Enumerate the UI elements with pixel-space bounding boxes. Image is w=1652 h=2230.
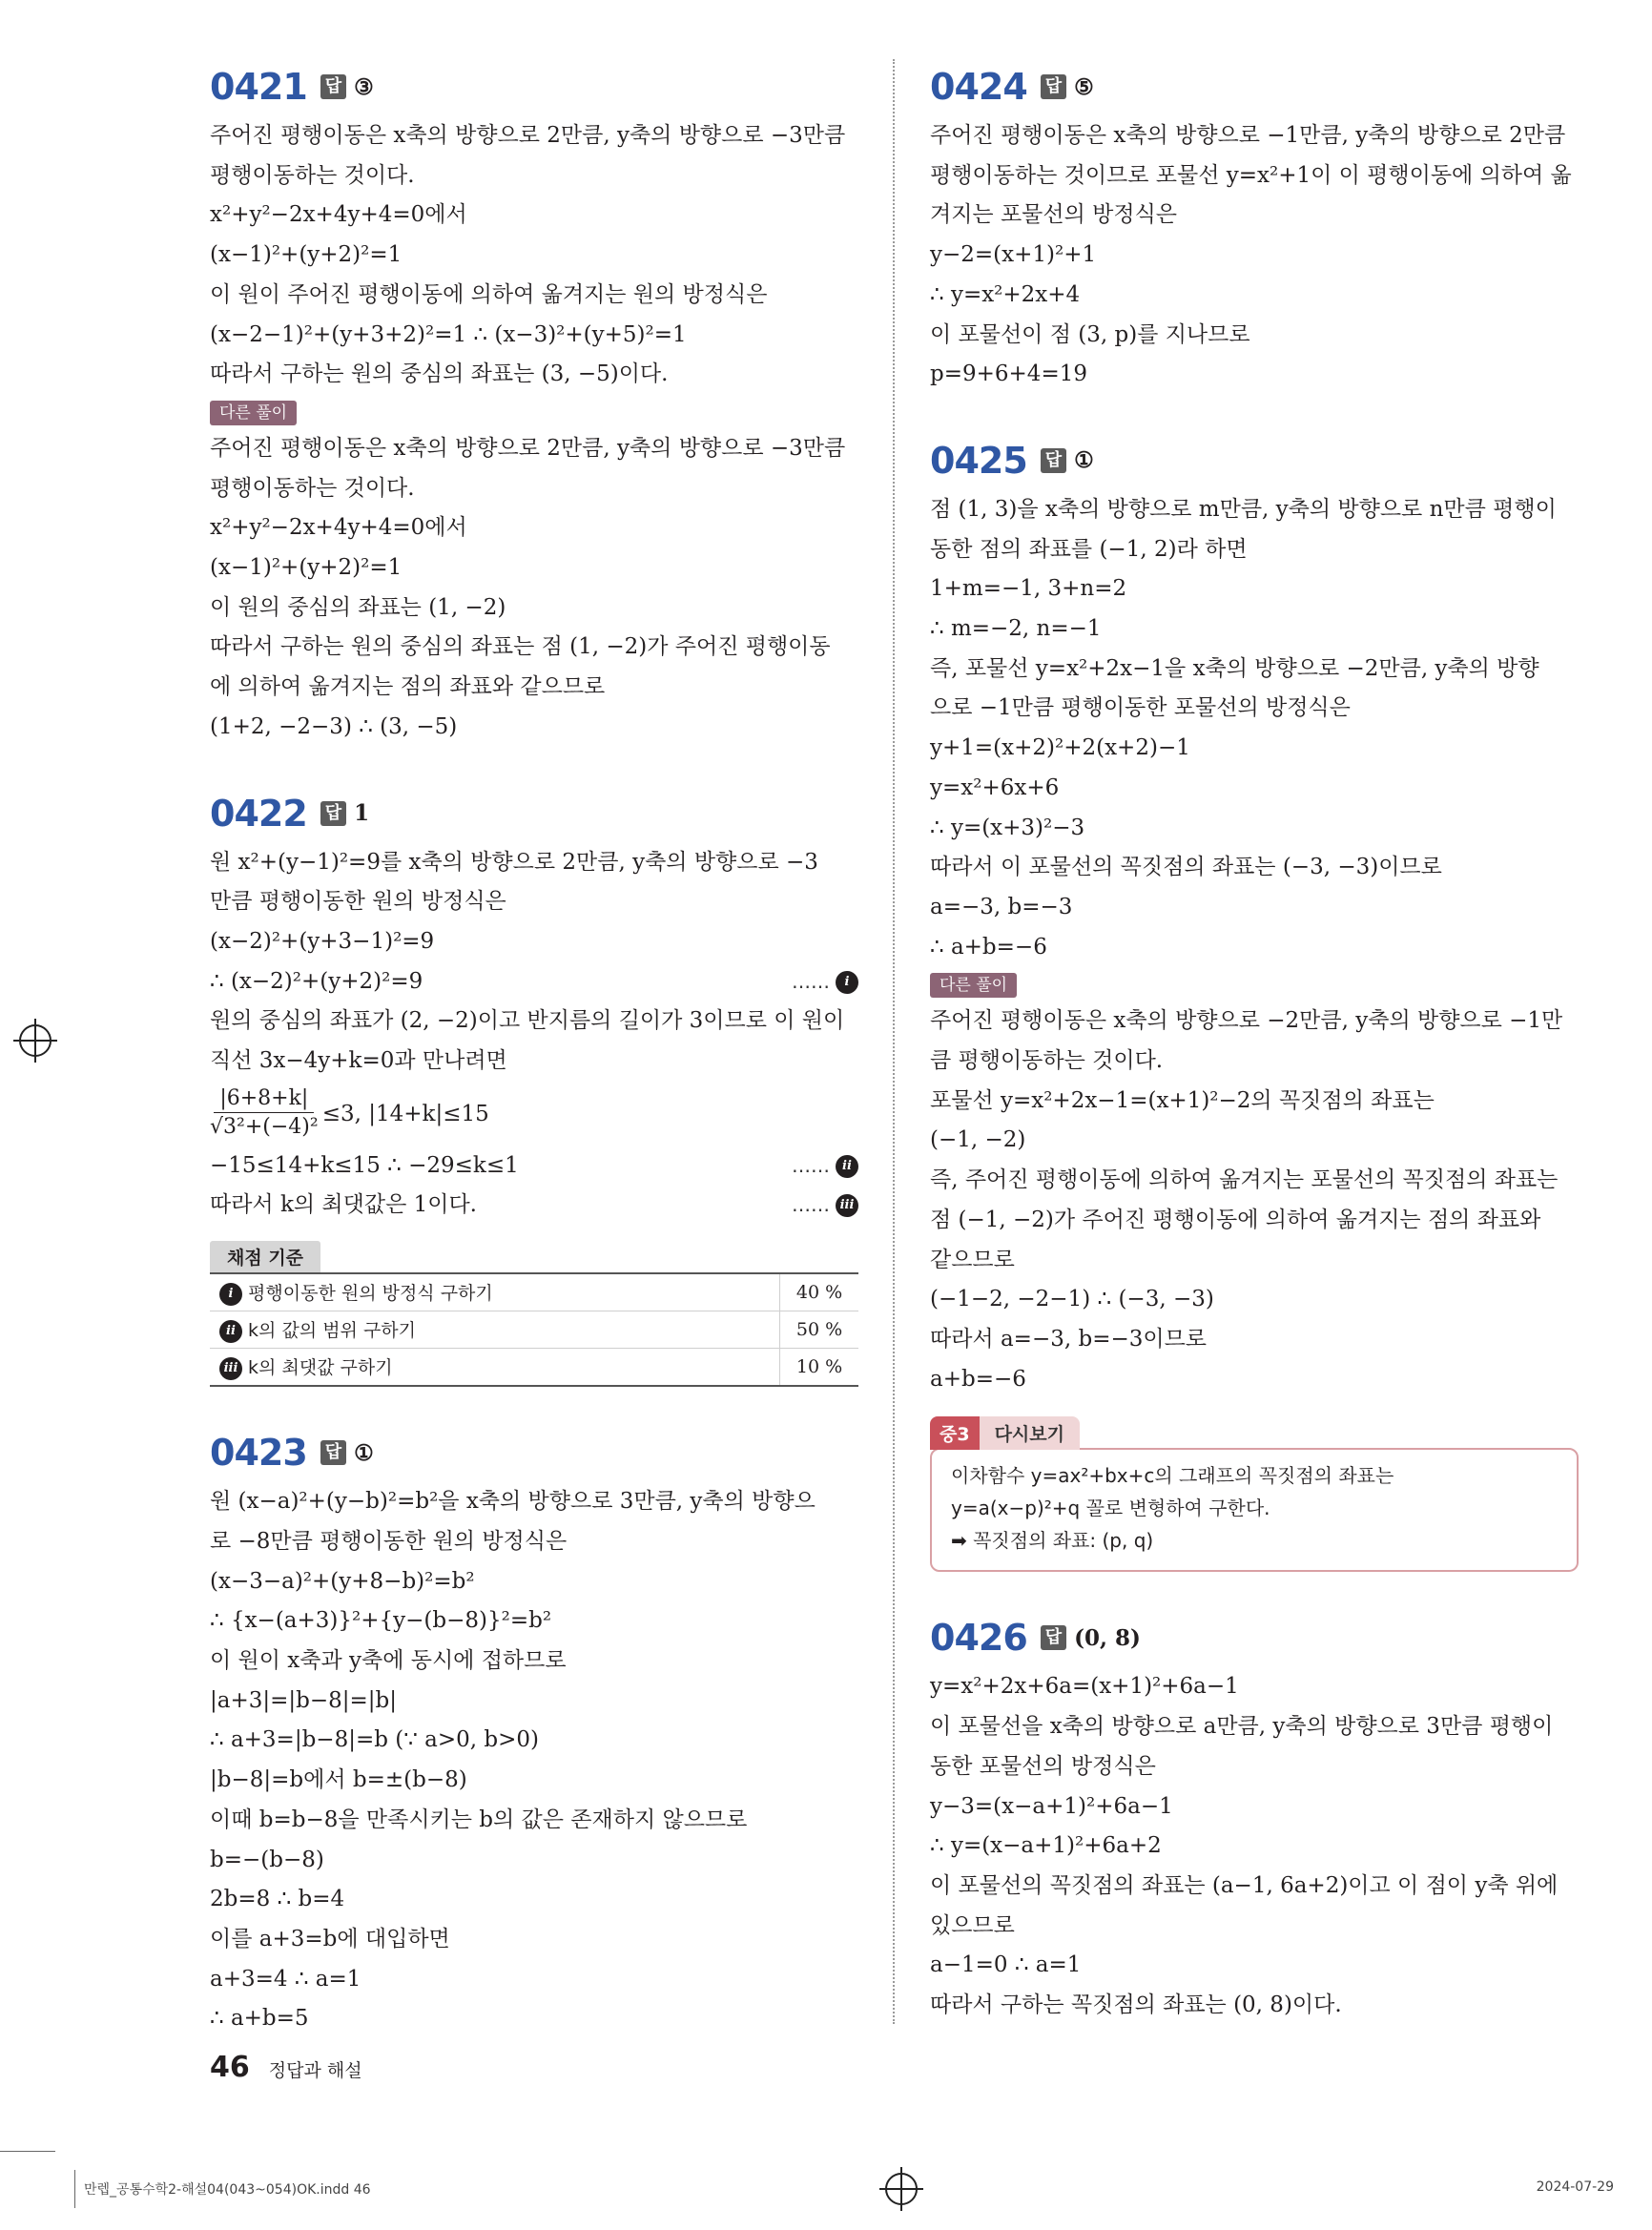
step-mark-i: i	[836, 971, 858, 994]
solution-line: 직선 3x−4y+k=0과 만나려면	[210, 1048, 507, 1074]
answer-badge: 답	[1041, 1625, 1066, 1650]
alt-solution-line: 에 의하여 옮겨지는 점의 좌표와 같으므로	[210, 674, 606, 700]
review-note-tab	[930, 1416, 1080, 1450]
answer-value: ⑤	[1074, 73, 1094, 100]
solution-line: y−2=(x+1)²+1	[930, 242, 1097, 268]
solution-line: ∴ m=−2, n=−1	[930, 616, 1102, 642]
solution-line: 따라서 구하는 원의 중심의 좌표는 (3, −5)이다.	[210, 361, 669, 387]
alt-solution-line: 포물선 y=x²+2x−1=(x+1)²−2의 꼭짓점의 좌표는	[930, 1087, 1435, 1113]
alt-solution-line: 주어진 평행이동은 x축의 방향으로 −2만큼, y축의 방향으로 −1만	[930, 1008, 1563, 1034]
alt-solution-line: (−1−2, −2−1) ∴ (−3, −3)	[930, 1287, 1214, 1312]
solution-line: x²+y²−2x+4y+4=0에서	[210, 202, 467, 228]
problem-0422	[210, 786, 858, 1388]
registration-mark-icon	[19, 1024, 52, 1057]
solution-line: ∴ y=x²+2x+4	[930, 281, 1081, 307]
problem-header	[210, 1425, 858, 1480]
solution-line-marked	[210, 962, 858, 1002]
solution-line: 겨지는 포물선의 방정식은	[930, 202, 1178, 228]
table-row	[210, 1273, 858, 1311]
solution-line: 있으므로	[930, 1912, 1015, 1938]
problem-0424	[930, 59, 1579, 395]
problem-header	[210, 786, 858, 841]
solution-line: ∴ a+b=5	[210, 2006, 309, 2032]
problem-0426	[930, 1610, 1579, 2025]
criteria-cell	[210, 1349, 780, 1387]
answer-badge: 답	[320, 1440, 346, 1465]
criteria-percent: 40 %	[780, 1273, 859, 1311]
step-marker	[792, 962, 858, 1002]
solution-line: b=−(b−8)	[210, 1847, 324, 1872]
solution-line: 점 (1, 3)을 x축의 방향으로 m만큼, y축의 방향으로 n만큼 평행이	[930, 496, 1557, 522]
solution-line: (x−2−1)²+(y+3+2)²=1 ∴ (x−3)²+(y+5)²=1	[210, 321, 687, 347]
alt-solution-label: 다른 풀이	[930, 973, 1017, 998]
answer-badge: 답	[1041, 74, 1066, 99]
solution-line: a+3=4 ∴ a=1	[210, 1966, 361, 1992]
problem-header	[930, 433, 1579, 488]
problem-0423	[210, 1425, 858, 2039]
criteria-text: k의 값의 범위 구하기	[248, 1320, 417, 1342]
alt-solution-line: 따라서 a=−3, b=−3이므로	[930, 1326, 1208, 1352]
fraction-denominator: √3²+(−4)²	[210, 1115, 319, 1140]
review-note-grade: 중3	[930, 1416, 980, 1450]
solution-line: (x−3−a)²+(y+8−b)²=b²	[210, 1568, 475, 1594]
alt-solution-line: (x−1)²+(y+2)²=1	[210, 555, 403, 581]
solution-line: |b−8|=b에서 b=±(b−8)	[210, 1767, 467, 1793]
solution-line: 이 원이 주어진 평행이동에 의하여 옮겨지는 원의 방정식은	[210, 281, 768, 307]
problem-header	[930, 1610, 1579, 1665]
problem-number: 0425	[930, 439, 1027, 482]
problem-number: 0421	[210, 66, 307, 108]
answer-value: ①	[1074, 447, 1094, 474]
solution-line: 으로 −1만큼 평행이동한 포물선의 방정식은	[930, 695, 1351, 721]
solution-line: y=x²+6x+6	[930, 774, 1060, 800]
solution-line: 원 x²+(y−1)²=9를 x축의 방향으로 2만큼, y축의 방향으로 −3	[210, 849, 818, 875]
solution-line: ∴ a+3=|b−8|=b (∵ a>0, b>0)	[210, 1727, 540, 1753]
solution-line: 따라서 구하는 꼭짓점의 좌표는 (0, 8)이다.	[930, 1993, 1342, 2018]
page-footer	[210, 2051, 362, 2084]
solution-line: 로 −8만큼 평행이동한 원의 방정식은	[210, 1528, 568, 1554]
review-note-box	[930, 1448, 1579, 1572]
solution-line: a−1=0 ∴ a=1	[930, 1952, 1082, 1978]
problem-number: 0424	[930, 66, 1027, 108]
dots: ……	[792, 969, 830, 993]
problem-header	[930, 59, 1579, 114]
solution-line: 이 포물선의 꼭짓점의 좌표는 (a−1, 6a+2)이고 이 점이 y축 위에	[930, 1872, 1559, 1898]
step-marker	[792, 1146, 858, 1187]
fraction-numerator: |6+8+k|	[214, 1085, 314, 1113]
alt-solution-line: (1+2, −2−3) ∴ (3, −5)	[210, 713, 458, 739]
solution-line: 1+m=−1, 3+n=2	[930, 576, 1127, 602]
review-note-line: y=a(x−p)²+q 꼴로 변형하여 구한다.	[951, 1497, 1270, 1520]
scoring-table	[210, 1272, 858, 1387]
solution-line-marked	[210, 1146, 858, 1187]
slug-date: 2024-07-29	[1536, 2179, 1614, 2195]
solution-line: ∴ y=(x+3)²−3	[930, 815, 1085, 840]
table-row	[210, 1349, 858, 1387]
solution-line: y−3=(x−a+1)²+6a−1	[930, 1793, 1173, 1819]
right-column	[930, 59, 1579, 2064]
alt-solution-line: a+b=−6	[930, 1366, 1026, 1392]
alt-solution-label: 다른 풀이	[210, 401, 297, 425]
solution-line: ∴ a+b=−6	[930, 934, 1047, 960]
solution-line: 동한 포물선의 방정식은	[930, 1753, 1156, 1779]
criteria-text: k의 최댓값 구하기	[248, 1357, 393, 1379]
alt-solution-line: 주어진 평행이동은 x축의 방향으로 2만큼, y축의 방향으로 −3만큼	[210, 435, 846, 461]
problem-0425	[930, 433, 1579, 1572]
alt-solution-line: 점 (−1, −2)가 주어진 평행이동에 의하여 옮겨지는 점의 좌표와	[930, 1207, 1541, 1232]
alt-solution-line: (−1, −2)	[930, 1127, 1026, 1153]
dots: ……	[792, 1153, 830, 1177]
review-note-line: 이차함수 y=ax²+bx+c의 그래프의 꼭짓점의 좌표는	[951, 1464, 1394, 1488]
alt-solution-line: x²+y²−2x+4y+4=0에서	[210, 515, 467, 541]
alt-solution-line: 이 원의 중심의 좌표는 (1, −2)	[210, 594, 506, 620]
page-number: 46	[210, 2051, 250, 2084]
step-mark-i: i	[219, 1283, 242, 1306]
criteria-percent: 50 %	[780, 1311, 859, 1349]
alt-solution-line: 큼 평행이동하는 것이다.	[930, 1048, 1164, 1074]
solution-line: |a+3|=|b−8|=|b|	[210, 1687, 398, 1713]
alt-solution-line: 따라서 구하는 원의 중심의 좌표는 점 (1, −2)가 주어진 평행이동	[210, 634, 831, 660]
alt-solution-line: 즉, 주어진 평행이동에 의하여 옮겨지는 포물선의 꼭짓점의 좌표는	[930, 1167, 1559, 1193]
solution-line: 평행이동하는 것이므로 포물선 y=x²+1이 이 평행이동에 의하여 옮	[930, 162, 1572, 188]
solution-text: 따라서 k의 최댓값은 1이다.	[210, 1192, 477, 1218]
solution-line: y=x²+2x+6a=(x+1)²+6a−1	[930, 1674, 1239, 1700]
solution-line: a=−3, b=−3	[930, 894, 1073, 919]
solution-line: y+1=(x+2)²+2(x+2)−1	[930, 735, 1190, 761]
scoring-criteria	[210, 1241, 858, 1387]
answer-value: ③	[354, 73, 374, 100]
solution-line: ∴ {x−(a+3)}²+{y−(b−8)}²=b²	[210, 1608, 552, 1634]
answer-value: 1	[354, 800, 370, 827]
solution-line: 이 원이 x축과 y축에 동시에 접하므로	[210, 1647, 567, 1673]
column-divider	[893, 59, 895, 2024]
scoring-title: 채점 기준	[210, 1241, 320, 1272]
solution-line: 동한 점의 좌표를 (−1, 2)라 하면	[930, 536, 1248, 562]
solution-line: 이 포물선이 점 (3, p)를 지나므로	[930, 321, 1250, 347]
solution-line: (x−1)²+(y+2)²=1	[210, 242, 403, 268]
alt-solution-line: 평행이동하는 것이다.	[210, 475, 415, 501]
problem-number: 0422	[210, 792, 307, 835]
alt-solution-line: 같으므로	[930, 1247, 1015, 1272]
step-mark-ii: ii	[836, 1155, 858, 1178]
solution-line: 평행이동하는 것이다.	[210, 162, 415, 188]
problem-header	[210, 59, 858, 114]
solution-line: 만큼 평행이동한 원의 방정식은	[210, 889, 506, 915]
review-note-line: ➡ 꼭짓점의 좌표: (p, q)	[951, 1529, 1154, 1553]
solution-text: ∴ (x−2)²+(y+2)²=9	[210, 968, 423, 994]
registration-mark-icon	[885, 2173, 918, 2205]
step-marker	[792, 1186, 858, 1226]
problem-number: 0423	[210, 1432, 307, 1475]
problem-number: 0426	[930, 1617, 1027, 1660]
step-mark-iii: iii	[219, 1357, 242, 1380]
dots: ……	[792, 1193, 830, 1217]
fraction-rest: ≤3, |14+k|≤15	[321, 1101, 489, 1126]
answer-badge: 답	[1041, 448, 1066, 473]
solution-line: 이 포물선을 x축의 방향으로 a만큼, y축의 방향으로 3만큼 평행이	[930, 1714, 1554, 1740]
solution-line: ∴ y=(x−a+1)²+6a+2	[930, 1833, 1162, 1859]
solution-line: 2b=8 ∴ b=4	[210, 1887, 345, 1912]
left-column	[210, 59, 858, 2077]
fraction	[210, 1085, 319, 1142]
solution-line: 주어진 평행이동은 x축의 방향으로 −1만큼, y축의 방향으로 2만큼	[930, 123, 1566, 148]
criteria-cell	[210, 1311, 780, 1349]
slug-filename: 만렙_공통수학2-해설04(043~054)OK.indd 46	[84, 2182, 371, 2198]
answer-value: ①	[354, 1439, 374, 1466]
step-mark-iii: iii	[836, 1194, 858, 1217]
solution-line: p=9+6+4=19	[930, 361, 1087, 387]
answer-badge: 답	[320, 74, 346, 99]
review-note	[930, 1416, 1579, 1572]
crop-mark	[0, 2151, 55, 2152]
review-note-title: 다시보기	[980, 1416, 1080, 1450]
crop-mark	[74, 2170, 75, 2208]
solution-text: −15≤14+k≤15 ∴ −29≤k≤1	[210, 1152, 519, 1178]
fraction-line	[210, 1082, 858, 1146]
solution-line: 원의 중심의 좌표가 (2, −2)이고 반지름의 길이가 3이므로 이 원이	[210, 1008, 845, 1034]
solution-line: 이때 b=b−8을 만족시키는 b의 값은 존재하지 않으므로	[210, 1807, 748, 1832]
step-mark-ii: ii	[219, 1320, 242, 1343]
solution-line-marked	[210, 1186, 858, 1226]
table-row	[210, 1311, 858, 1349]
solution-line: (x−2)²+(y+3−1)²=9	[210, 928, 435, 954]
criteria-cell	[210, 1273, 780, 1311]
section-label: 정답과 해설	[268, 2060, 362, 2081]
answer-value: (0, 8)	[1074, 1624, 1141, 1651]
criteria-text: 평행이동한 원의 방정식 구하기	[248, 1283, 493, 1305]
solution-line: 원 (x−a)²+(y−b)²=b²을 x축의 방향으로 3만큼, y축의 방향으	[210, 1489, 816, 1515]
criteria-percent: 10 %	[780, 1349, 859, 1387]
solution-line: 따라서 이 포물선의 꼭짓점의 좌표는 (−3, −3)이므로	[930, 855, 1442, 880]
solution-line: 주어진 평행이동은 x축의 방향으로 2만큼, y축의 방향으로 −3만큼	[210, 123, 846, 148]
solution-line: 즉, 포물선 y=x²+2x−1을 x축의 방향으로 −2만큼, y축의 방향	[930, 655, 1539, 681]
solution-line: 이를 a+3=b에 대입하면	[210, 1926, 450, 1951]
answer-badge: 답	[320, 801, 346, 826]
problem-0421	[210, 59, 858, 748]
